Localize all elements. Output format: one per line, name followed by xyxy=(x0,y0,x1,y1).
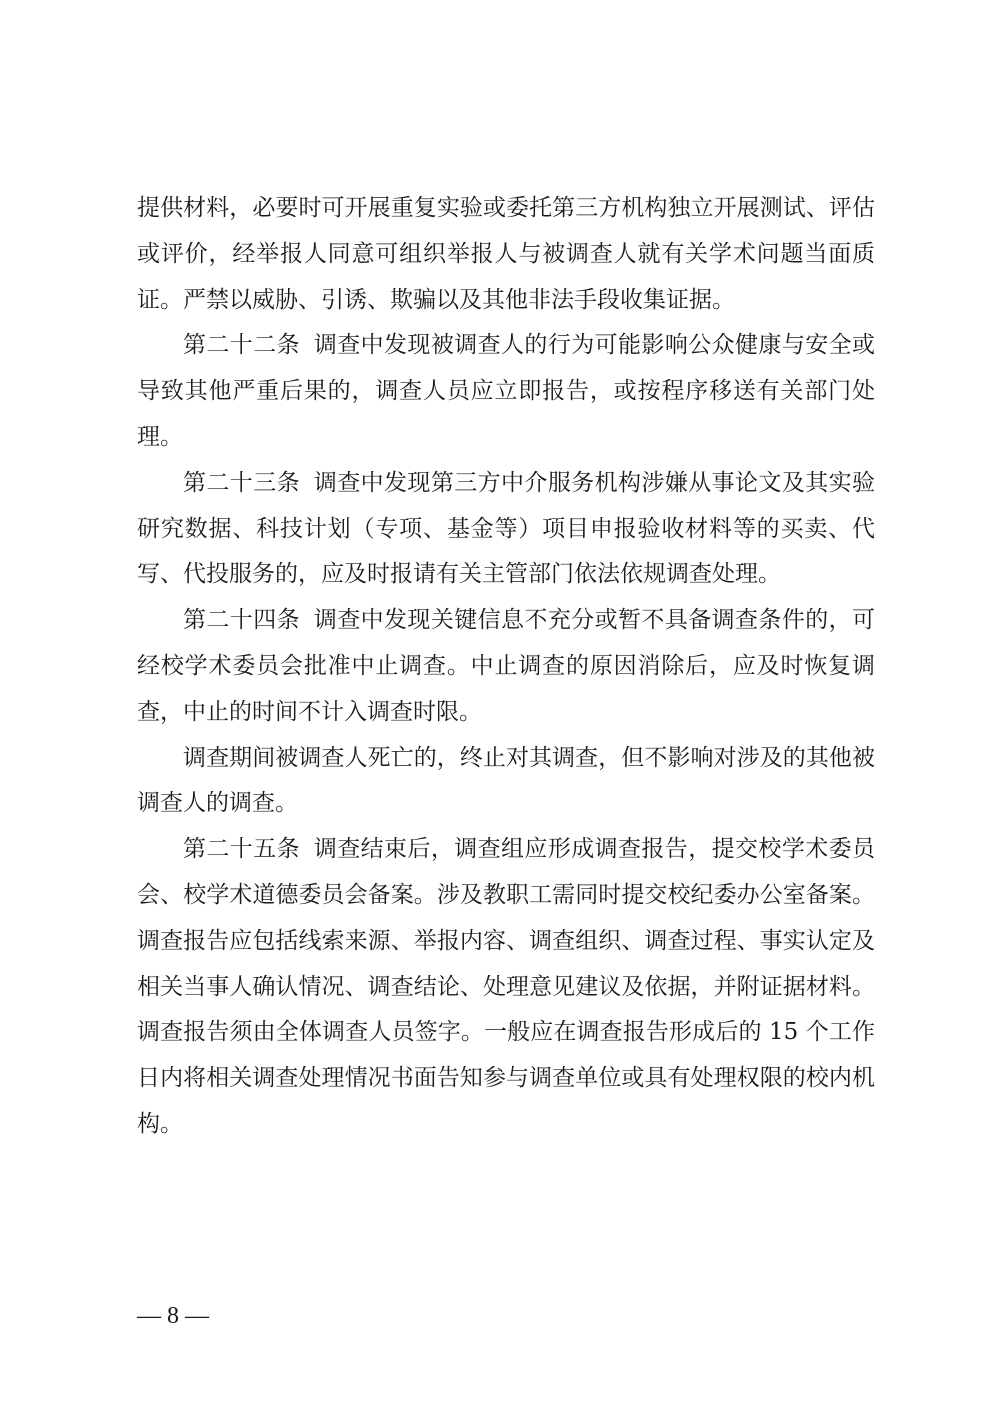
article-23 xyxy=(137,461,875,598)
paragraph-text: 调查中发现被调查人的行为可能影响公众健康与安全或导致其他严重后果的，调查人员应立即报告，或按程序移送有关部门处理。 xyxy=(137,332,876,450)
article-number: 第二十四条 xyxy=(183,607,301,634)
article-24 xyxy=(137,598,875,735)
paragraph-text: 调查中发现关键信息不充分或暂不具备调查条件的，可经校学术委员会批准中止调查。中止调查的原因消除后，应及时恢复调查，中止的时间不计入调查时限。 xyxy=(137,607,876,725)
article-number: 第二十二条 xyxy=(183,332,301,359)
article-25 xyxy=(137,827,875,1148)
paragraph-text: 调查中发现第三方中介服务机构涉嫌从事论文及其实验研究数据、科技计划（专项、基金等）项目申报验收材料等的买卖、代写、代投服务的，应及时报请有关主管部门依法依规调查处理。 xyxy=(137,469,876,588)
paragraph-text: 调查期间被调查人死亡的，终止对其调查，但不影响对涉及的其他被调查人的调查。 xyxy=(137,744,875,817)
page-number: — 8 — xyxy=(137,1303,209,1329)
paragraph-evidence xyxy=(137,186,875,323)
paragraph-termination xyxy=(137,736,875,828)
article-number: 第二十五条 xyxy=(183,836,301,863)
article-22 xyxy=(137,323,875,460)
paragraph-text: 提供材料，必要时可开展重复实验或委托第三方机构独立开展测试、评估或评价，经举报人同意可组织举报人与被调查人就有关学术问题当面质证。严禁以威胁、引诱、欺骗以及其他非法手段收集证据。 xyxy=(137,195,875,313)
document-body xyxy=(137,186,875,1148)
paragraph-text: 调查结束后，调查组应形成调查报告，提交校学术委员会、校学术道德委员会备案。涉及教职工需同时提交校纪委办公室备案。调查报告应包括线索来源、举报内容、调查组织、调查过程、事实认定及相关当事人确认情况、调查结论、处理意见建议及依据，并附证据材料。调查报告须由全体调查人员签字。一般应在调查报告形成后的 15 个工作日内将相关调查处理情况书面告知参与调查单位或具有处理权限的校内机构。 xyxy=(137,836,876,1137)
article-number: 第二十三条 xyxy=(183,469,301,496)
